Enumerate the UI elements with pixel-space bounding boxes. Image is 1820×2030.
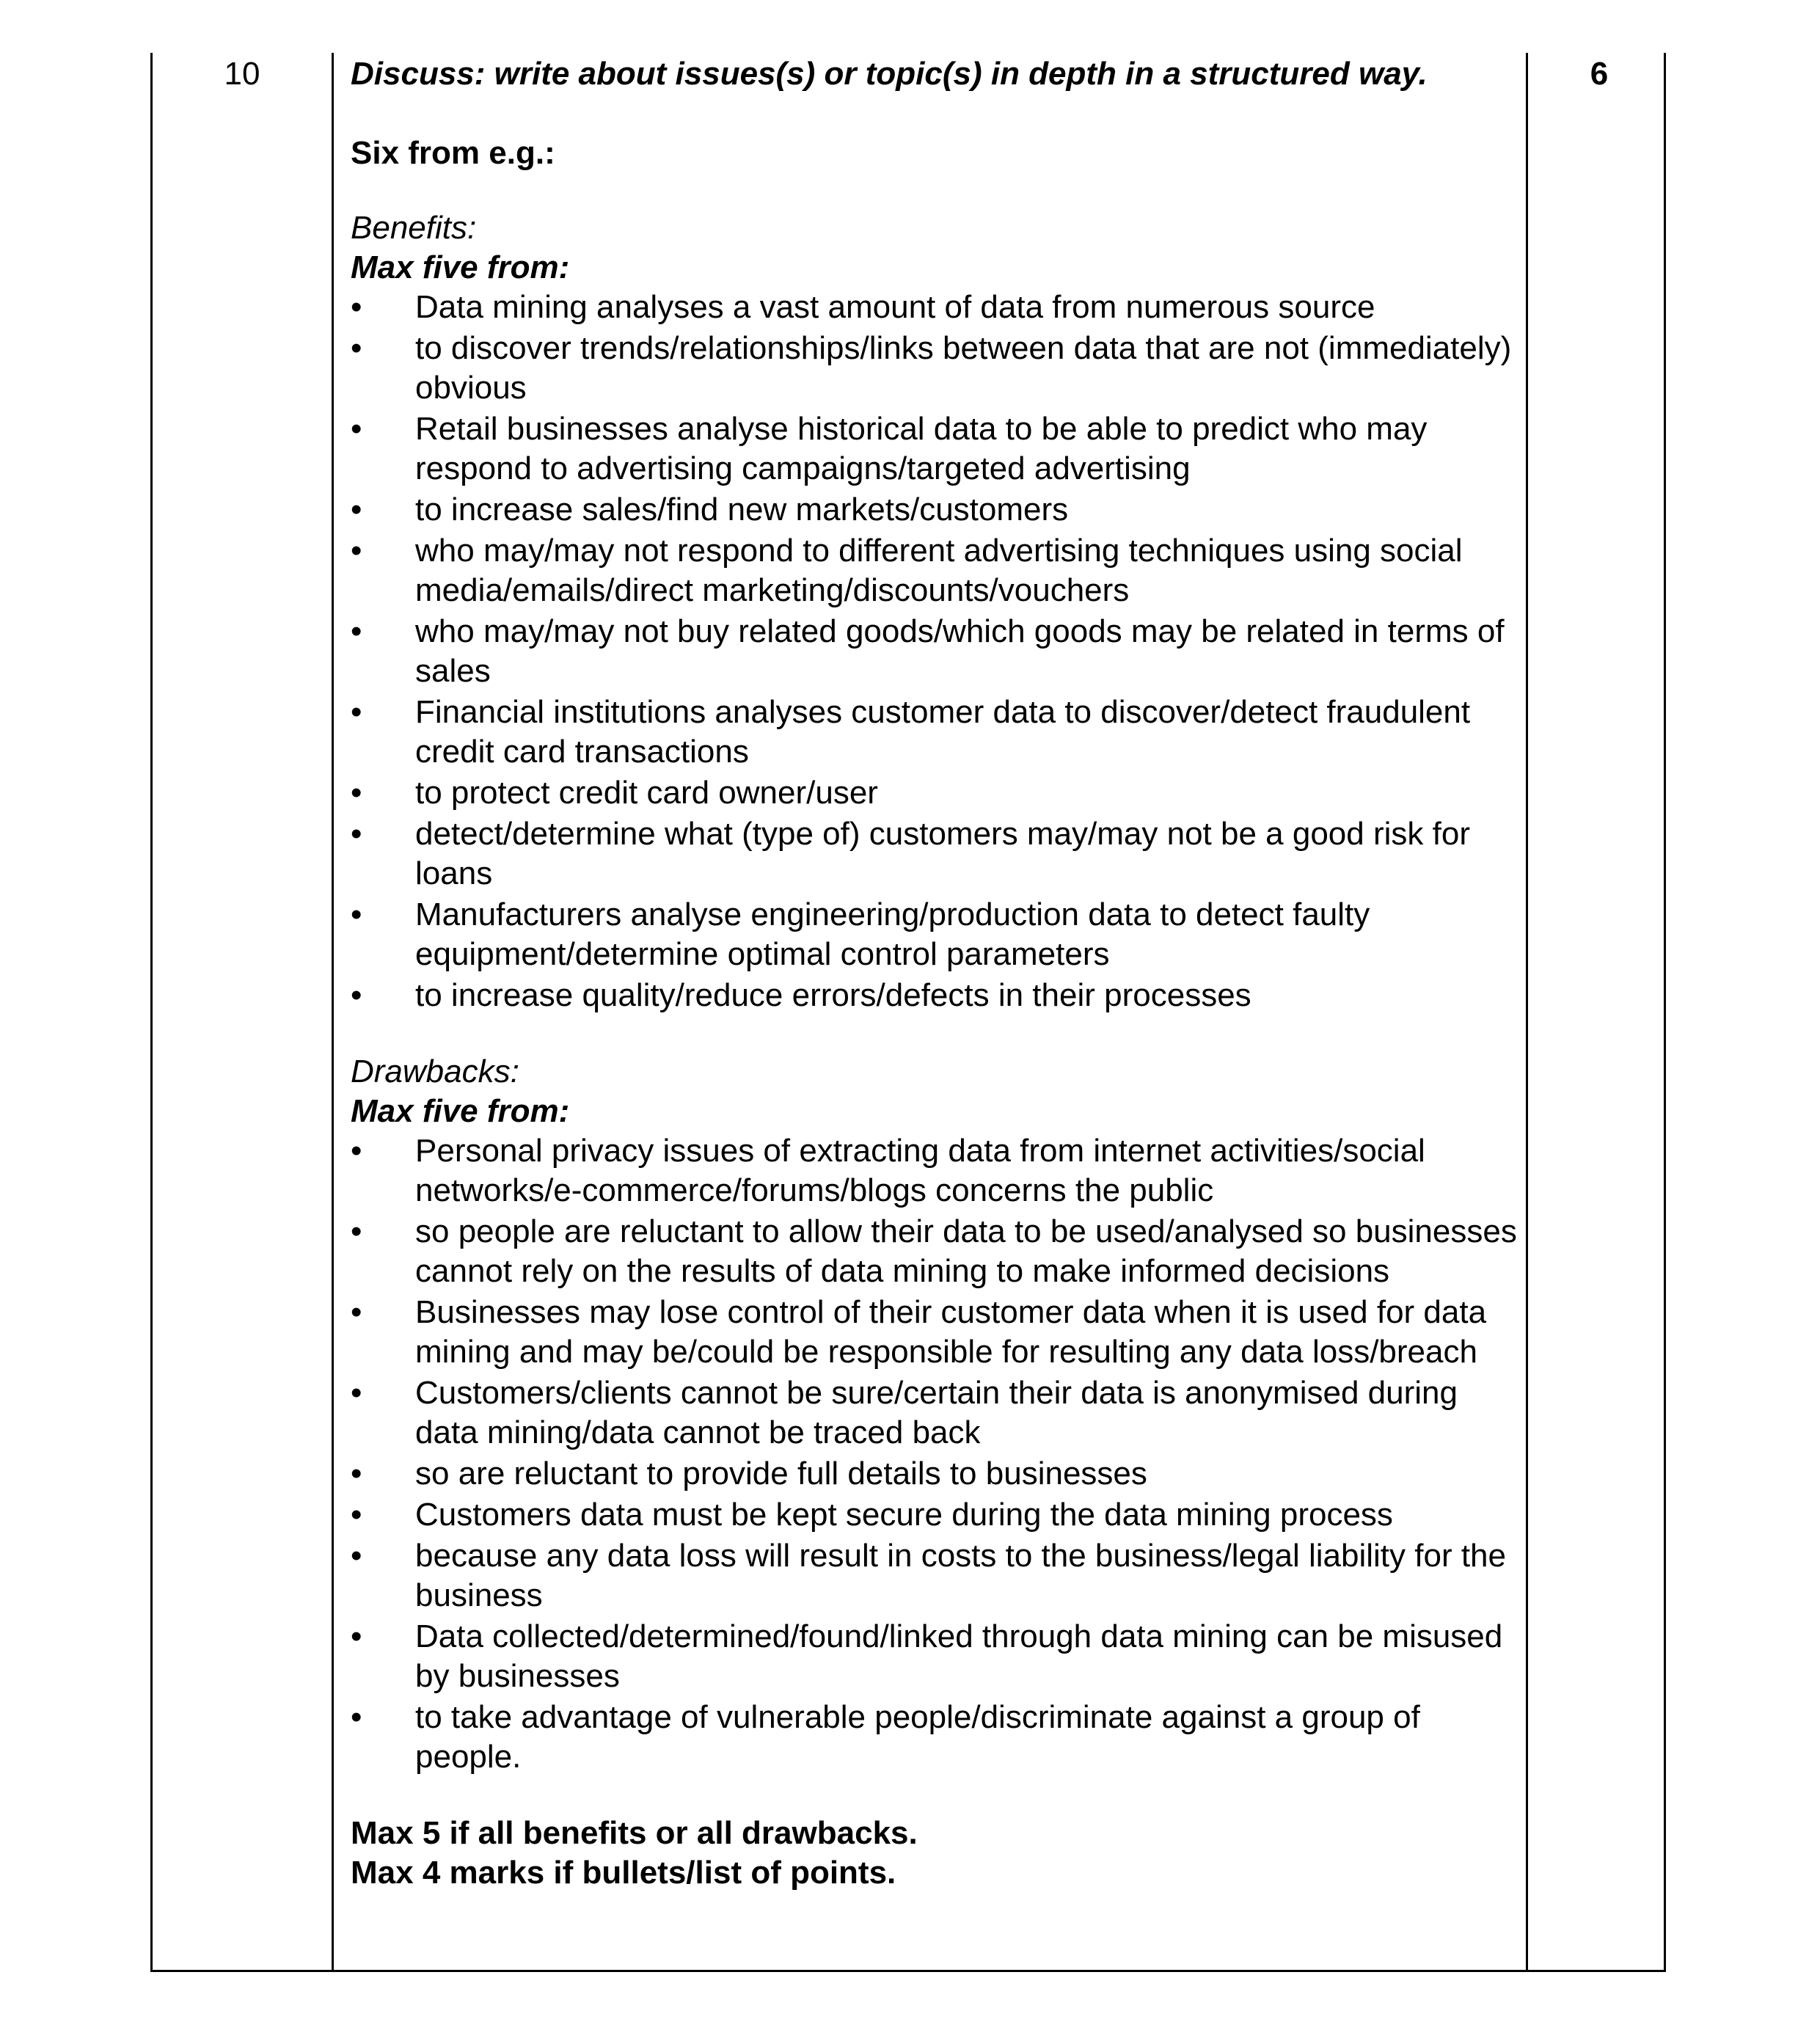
list-item <box>351 1698 1524 1777</box>
bullet-icon: • <box>351 492 362 527</box>
list-item-text: so are reluctant to provide full details to businesses <box>415 1456 1147 1492</box>
bullet-icon: • <box>351 533 362 569</box>
bullet-icon: • <box>351 1497 362 1533</box>
column-divider-2 <box>1526 53 1528 1972</box>
list-item <box>351 409 1524 489</box>
intro-text: Six from e.g.: <box>351 135 555 171</box>
bullet-icon: • <box>351 1456 362 1492</box>
list-item-text: so people are reluctant to allow their data to be used/analysed so businesses cannot rely on the results of data mining to make informed decisions <box>415 1213 1517 1289</box>
question-instruction: Discuss: write about issues(s) or topic(s) in depth in a structured way. <box>351 56 1428 92</box>
benefits-max-label: Max five from: <box>351 249 570 285</box>
bullet-icon: • <box>351 816 362 852</box>
table-border-left <box>150 53 153 1972</box>
bullet-icon: • <box>351 1133 362 1169</box>
bullet-icon: • <box>351 1618 362 1654</box>
list-item-text: detect/determine what (type of) customers may/may not be a good risk for loans <box>415 816 1470 891</box>
list-item <box>351 490 1524 530</box>
list-item <box>351 1293 1524 1372</box>
list-item <box>351 1617 1524 1696</box>
list-item <box>351 1536 1524 1615</box>
list-item <box>351 976 1524 1015</box>
list-item-text: Data mining analyses a vast amount of data from numerous source <box>415 289 1375 325</box>
note-line-2: Max 4 marks if bullets/list of points. <box>351 1855 896 1891</box>
bullet-icon: • <box>351 330 362 366</box>
bullet-icon: • <box>351 977 362 1013</box>
list-item-text: Businesses may lose control of their customer data when it is used for data mining and may be/could be responsible for resulting any data loss/breach <box>415 1294 1487 1370</box>
table-border-right <box>1664 53 1666 1972</box>
drawbacks-list <box>351 1131 1524 1777</box>
bullet-icon: • <box>351 694 362 730</box>
list-item <box>351 773 1524 813</box>
list-item-text: to protect credit card owner/user <box>415 775 878 811</box>
bullet-icon: • <box>351 411 362 447</box>
bullet-icon: • <box>351 613 362 649</box>
list-item <box>351 1212 1524 1291</box>
note-line-1: Max 5 if all benefits or all drawbacks. <box>351 1815 918 1851</box>
list-item-text: Customers/clients cannot be sure/certain their data is anonymised during data mining/data cannot be traced back <box>415 1375 1458 1450</box>
question-number: 10 <box>224 56 260 92</box>
list-item <box>351 1454 1524 1494</box>
list-item-text: to take advantage of vulnerable people/discriminate against a group of people. <box>415 1699 1420 1775</box>
benefits-heading: Benefits: <box>351 210 477 246</box>
list-item-text: Data collected/determined/found/linked through data mining can be misused by businesses <box>415 1618 1503 1694</box>
drawbacks-max-label: Max five from: <box>351 1093 570 1129</box>
list-item <box>351 693 1524 772</box>
bullet-icon: • <box>351 1213 362 1249</box>
list-item <box>351 1131 1524 1211</box>
bullet-icon: • <box>351 1538 362 1574</box>
list-item-text: who may/may not buy related goods/which goods may be related in terms of sales <box>415 613 1505 689</box>
list-item <box>351 814 1524 894</box>
list-item <box>351 329 1524 408</box>
list-item <box>351 895 1524 974</box>
benefits-list <box>351 288 1524 1015</box>
list-item <box>351 1495 1524 1535</box>
bullet-icon: • <box>351 1375 362 1411</box>
bullet-icon: • <box>351 1699 362 1735</box>
list-item-text: to increase sales/find new markets/customers <box>415 492 1069 527</box>
bullet-icon: • <box>351 289 362 325</box>
list-item <box>351 288 1524 327</box>
list-item-text: Retail businesses analyse historical data to be able to predict who may respond to advertising campaigns/targeted advertising <box>415 411 1428 486</box>
marks-value: 6 <box>1590 56 1609 92</box>
list-item-text: Customers data must be kept secure during the data mining process <box>415 1497 1393 1533</box>
list-item-text: to increase quality/reduce errors/defects in their processes <box>415 977 1251 1013</box>
list-item-text: Financial institutions analyses customer data to discover/detect fraudulent credit card transactions <box>415 694 1471 770</box>
column-divider-1 <box>332 53 334 1972</box>
list-item-text: to discover trends/relationships/links between data that are not (immediately) obvious <box>415 330 1512 406</box>
list-item <box>351 531 1524 610</box>
bullet-icon: • <box>351 775 362 811</box>
list-item-text: Personal privacy issues of extracting data from internet activities/social networks/e-commerce/forums/blogs concerns the public <box>415 1133 1425 1208</box>
list-item <box>351 612 1524 691</box>
bullet-icon: • <box>351 897 362 932</box>
list-item <box>351 1373 1524 1453</box>
drawbacks-heading: Drawbacks: <box>351 1054 519 1089</box>
table-border-bottom <box>150 1970 1666 1972</box>
list-item-text: who may/may not respond to different advertising techniques using social media/emails/direct marketing/discounts/vouchers <box>415 533 1463 608</box>
bullet-icon: • <box>351 1294 362 1330</box>
list-item-text: because any data loss will result in costs to the business/legal liability for the business <box>415 1538 1506 1613</box>
answer-content <box>351 53 1524 1893</box>
list-item-text: Manufacturers analyse engineering/production data to detect faulty equipment/determine optimal control parameters <box>415 897 1370 972</box>
